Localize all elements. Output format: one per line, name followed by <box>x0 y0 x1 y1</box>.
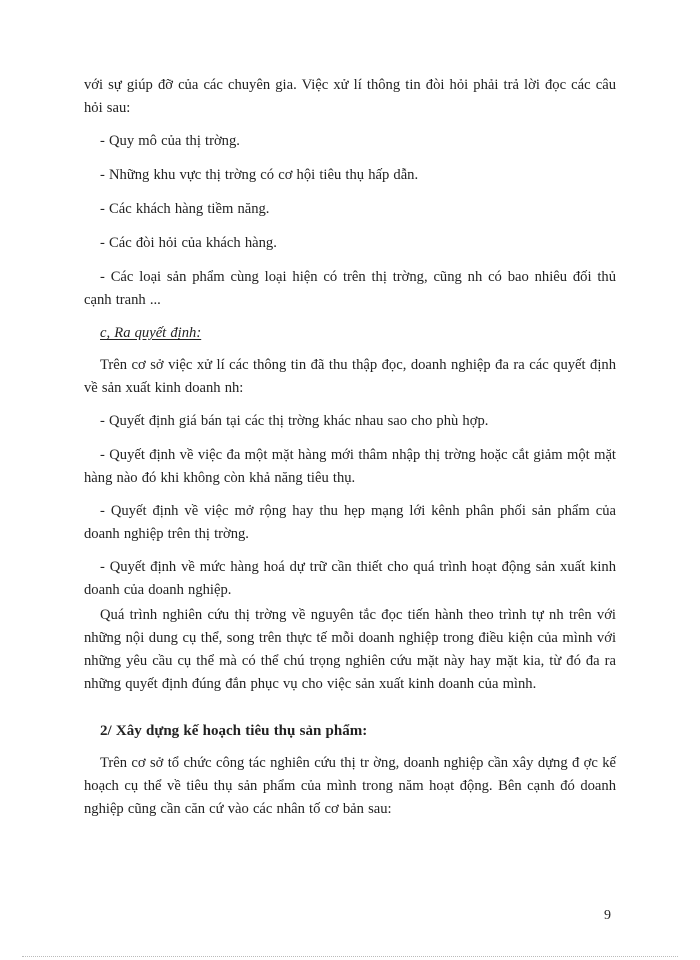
subheading-decision: c, Ra quyết định: <box>100 325 202 341</box>
list-item-pricing: - Quyết định giá bán tại các thị trờng khác nhau sao cho phù hợp. <box>100 413 489 429</box>
list-item-distribution: - Quyết định về việc mở rộng hay thu hẹp mạng lới kênh phân phối sản phẩm của doanh nghiệp trên thị trờng. <box>84 503 616 542</box>
list-item-inventory: - Quyết định về mức hàng hoá dự trữ cần thiết cho quá trình hoạt động sản xuất kinh doanh của doanh nghiệp. <box>84 559 616 598</box>
page-number: 9 <box>604 908 611 923</box>
paragraph-intro: với sự giúp đỡ của các chuyên gia. Việc xử lí thông tin đòi hỏi phải trả lời đọc các câu hỏi sau: <box>84 77 616 116</box>
paragraph-decision-intro: Trên cơ sở việc xử lí các thông tin đã thu thập đọc, doanh nghiệp đa ra các quyết định về sản xuất kinh doanh nh: <box>84 357 616 396</box>
list-item-customer-demands: - Các đòi hỏi của khách hàng. <box>100 235 277 251</box>
section-heading-2: 2/ Xây dựng kế hoạch tiêu thụ sản phẩm: <box>100 723 368 739</box>
list-item-market-size: - Quy mô của thị trờng. <box>100 133 240 149</box>
list-item-market-areas: - Những khu vực thị trờng có cơ hội tiêu thụ hấp dẫn. <box>100 167 419 183</box>
list-item-new-product: - Quyết định về việc đa một mặt hàng mới thâm nhập thị trờng hoặc cắt giảm một mặt hàng nào đó khi không còn khả năng tiêu thụ. <box>84 447 616 486</box>
list-item-potential-customers: - Các khách hàng tiềm năng. <box>100 201 270 217</box>
list-item-competitors: - Các loại sản phẩm cùng loại hiện có trên thị trờng, cũng nh có bao nhiêu đối thủ cạnh tranh ... <box>84 269 616 308</box>
footer-divider <box>22 956 678 957</box>
paragraph-sales-plan: Trên cơ sở tổ chức công tác nghiên cứu thị tr ờng, doanh nghiệp cần xây dựng đ ợc kế hoạch cụ thể về tiêu thụ sản phẩm của mình trong năm hoạt động. Bên cạnh đó doanh nghiệp cũng cần căn cứ vào các nhân tố cơ bản sau: <box>84 755 616 817</box>
paragraph-research-process: Quá trình nghiên cứu thị trờng về nguyên tắc đọc tiến hành theo trình tự nh trên với những nội dung cụ thể, song trên thực tế mỗi doanh nghiệp trong điều kiện của mình với những yêu cầu cụ thể mà có thể chú trọng nghiên cứu mặt này hay mặt kia, từ đó đa ra những quyết định đúng đắn phục vụ cho việc sản xuất kinh doanh của mình. <box>84 607 616 692</box>
